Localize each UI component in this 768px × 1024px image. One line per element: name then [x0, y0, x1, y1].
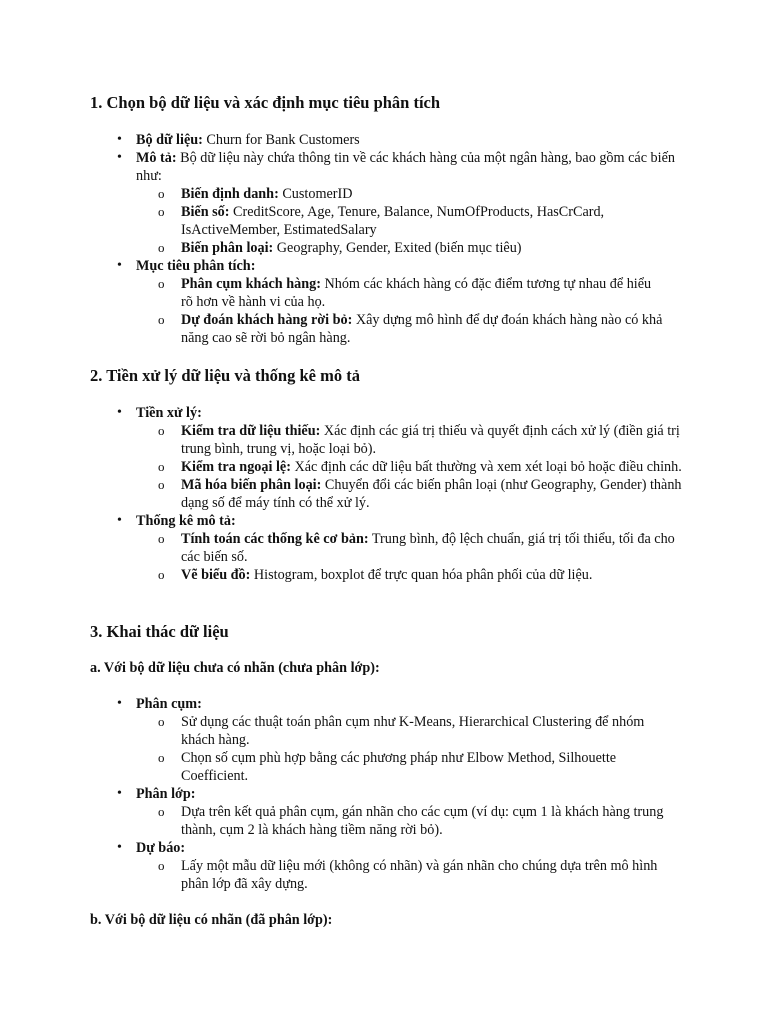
dataset-value: Churn for Bank Customers [202, 132, 360, 148]
clustering-text-1: Sử dụng các thuật toán phân cụm như K-Means, Hierarchical Clustering để nhóm khách hàng. [181, 714, 645, 748]
bullet: • [117, 132, 122, 147]
bullet: o [158, 423, 165, 438]
goals-label: Mục tiêu phân tích: [136, 258, 256, 274]
prediction-list [136, 857, 690, 893]
subsection-b-heading: b. Với bộ dữ liệu có nhãn (đã phân lớp): [90, 912, 333, 928]
bullet: o [158, 477, 165, 492]
list-item-clustering-2 [136, 749, 661, 785]
var-numeric-value: CreditScore, Age, Tenure, Balance, NumOfProducts, HasCrCard, IsActiveMember, EstimatedSalary [181, 204, 605, 238]
classification-label: Phân lớp: [136, 786, 196, 802]
missing-label: Kiểm tra dữ liệu thiếu: [181, 423, 321, 439]
list-item-outliers [136, 458, 696, 476]
list-item-classification-1 [136, 803, 681, 839]
variables-list [136, 185, 676, 257]
bullet: o [158, 567, 165, 582]
goal-churn-label: Dự đoán khách hàng rời bỏ: [181, 312, 353, 328]
list-item-description [90, 149, 676, 257]
list-item-dataset [90, 131, 690, 149]
prediction-text-1: Lấy một mẫu dữ liệu mới (không có nhãn) và gán nhãn cho chúng dựa trên mô hình phân lớp đã xây dựng. [181, 858, 658, 892]
subsection-a-heading: a. Với bộ dữ liệu chưa có nhãn (chưa phân lớp): [90, 660, 380, 676]
list-item-charts [136, 566, 686, 584]
goals-list [136, 275, 690, 347]
preprocessing-label: Tiền xử lý: [136, 405, 202, 421]
basic-stats-value: Trung bình, độ lệch chuẩn, giá trị tối thiểu, tối đa cho các biến số. [181, 531, 675, 565]
bullet: o [158, 459, 165, 474]
outliers-label: Kiểm tra ngoại lệ: [181, 459, 291, 475]
encoding-value: Chuyển đổi các biến phân loại (như Geography, Gender) thành dạng số để máy tính có thể xử lý. [181, 477, 682, 511]
bullet: • [117, 840, 122, 855]
list-item-clustering [90, 695, 690, 785]
bullet: o [158, 858, 165, 873]
list-item-descriptive-stats [90, 512, 690, 584]
var-categorical-value: Geography, Gender, Exited (biến mục tiêu) [273, 240, 522, 256]
description-label: Mô tả: [136, 150, 177, 166]
bullet: o [158, 204, 165, 219]
list-item-basic-stats [136, 530, 686, 566]
clustering-text-2: Chọn số cụm phù hợp bằng các phương pháp như Elbow Method, Silhouette Coefficient. [181, 750, 617, 784]
list-item-classification [90, 785, 690, 839]
list-item-goal-churn [136, 311, 686, 347]
bullet: o [158, 276, 165, 291]
list-item-goal-cluster [136, 275, 666, 311]
outliers-value: Xác định các dữ liệu bất thường và xem xét loại bỏ hoặc điều chỉnh. [290, 459, 682, 475]
bullet: • [117, 405, 122, 420]
preprocessing-list [136, 422, 690, 512]
var-id-label: Biến định danh: [181, 186, 279, 202]
bullet: o [158, 186, 165, 201]
section-2-heading: 2. Tiền xử lý dữ liệu và thống kê mô tả [90, 366, 360, 385]
section-1-list [90, 131, 690, 347]
bullet: • [117, 696, 122, 711]
basic-stats-label: Tính toán các thống kê cơ bản: [181, 531, 369, 547]
bullet: o [158, 714, 165, 729]
section-2-list [90, 404, 690, 584]
descriptive-stats-label: Thống kê mô tả: [136, 513, 236, 529]
classification-text-1: Dựa trên kết quả phân cụm, gán nhãn cho các cụm (ví dụ: cụm 1 là khách hàng trung thành, cụm 2 là khách hàng tiềm năng rời bỏ). [181, 804, 664, 838]
list-item-preprocessing [90, 404, 690, 512]
missing-value: Xác định các giá trị thiếu và quyết định cách xử lý (điền giá trị trung bình, trung vị, hoặc loại bỏ). [181, 423, 680, 457]
dataset-label: Bộ dữ liệu: [136, 132, 203, 148]
classification-list [136, 803, 690, 839]
list-item-missing [136, 422, 696, 458]
description-value: Bộ dữ liệu này chứa thông tin về các khách hàng của một ngân hàng, bao gồm các biến như: [136, 150, 675, 184]
list-item-prediction-1 [136, 857, 681, 893]
var-id-value: CustomerID [278, 186, 353, 202]
list-item-encoding [136, 476, 696, 512]
list-item-var-id [136, 185, 681, 203]
prediction-label: Dự báo: [136, 840, 186, 856]
list-item-var-categorical [136, 239, 681, 257]
goal-churn-value: Xây dựng mô hình để dự đoán khách hàng nào có khả năng cao sẽ rời bỏ ngân hàng. [181, 312, 663, 346]
charts-label: Vẽ biểu đồ: [181, 567, 251, 583]
clustering-list [136, 713, 690, 785]
goal-cluster-label: Phân cụm khách hàng: [181, 276, 321, 292]
clustering-label: Phân cụm: [136, 696, 202, 712]
bullet: o [158, 804, 165, 819]
section-1-heading: 1. Chọn bộ dữ liệu và xác định mục tiêu phân tích [90, 93, 441, 112]
charts-value: Histogram, boxplot để trực quan hóa phân phối của dữ liệu. [250, 567, 593, 583]
encoding-label: Mã hóa biến phân loại: [181, 477, 322, 493]
var-categorical-label: Biến phân loại: [181, 240, 274, 256]
list-item-var-numeric [136, 203, 641, 239]
bullet: o [158, 531, 165, 546]
bullet: o [158, 240, 165, 255]
goal-cluster-value: Nhóm các khách hàng có đặc điểm tương tự nhau để hiểu rõ hơn về hành vi của họ. [181, 276, 652, 310]
section-3a-list [90, 695, 690, 893]
bullet: o [158, 750, 165, 765]
bullet: o [158, 312, 165, 327]
bullet: • [117, 513, 122, 528]
bullet: • [117, 786, 122, 801]
section-3-heading: 3. Khai thác dữ liệu [90, 622, 229, 641]
list-item-prediction [90, 839, 690, 893]
var-numeric-label: Biến số: [181, 204, 230, 220]
list-item-clustering-1 [136, 713, 681, 749]
list-item-goals [90, 257, 690, 347]
bullet: • [117, 150, 122, 165]
descriptive-stats-list [136, 530, 690, 584]
bullet: • [117, 258, 122, 273]
